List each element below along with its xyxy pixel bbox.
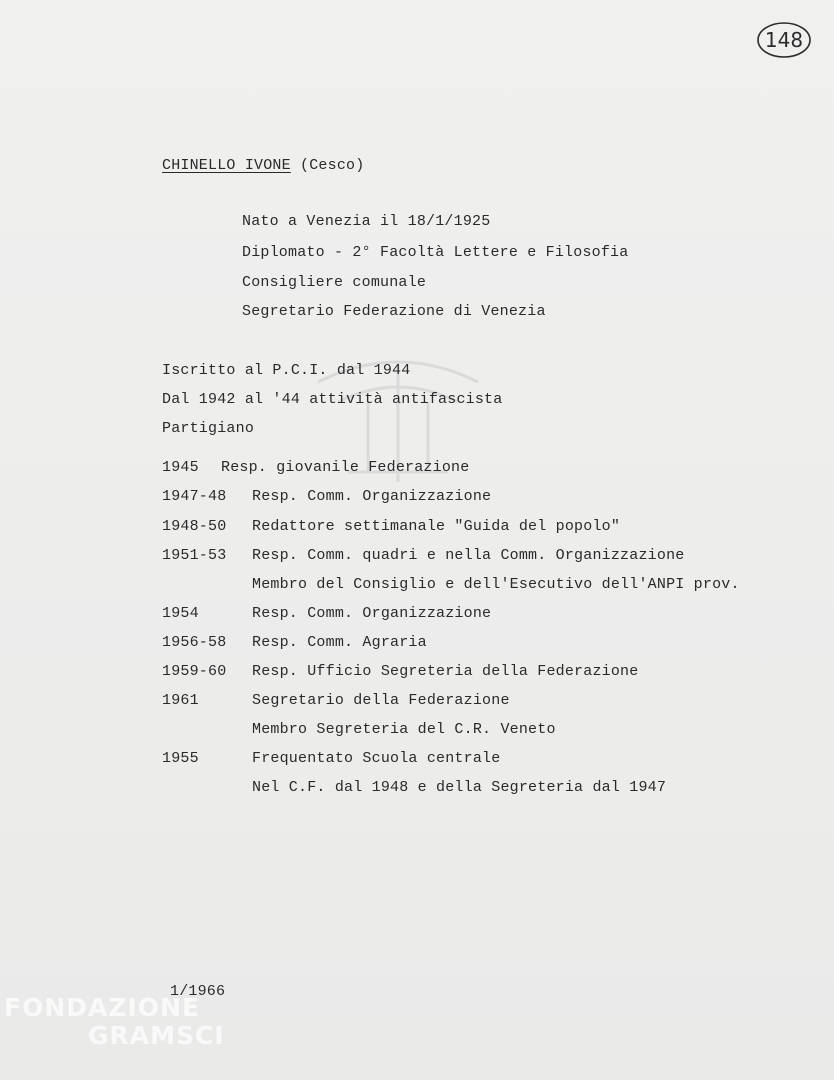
career-year: 1959-60 (162, 663, 227, 680)
personal-line: Consigliere comunale (242, 274, 427, 291)
career-text: Redattore settimanale "Guida del popolo" (252, 518, 621, 535)
logo-line-1: FONDAZIONE (4, 993, 201, 1022)
circle-icon (756, 20, 812, 60)
career-year: 1947-48 (162, 488, 227, 505)
career-text: Nel C.F. dal 1948 e della Segreteria dal 1947 (252, 779, 667, 796)
personal-line: Diplomato - 2° Facoltà Lettere e Filosofia (242, 244, 629, 261)
document-title (162, 157, 364, 175)
page-number-stamp (756, 20, 812, 60)
career-text: Resp. Comm. Organizzazione (252, 605, 492, 622)
career-text: Resp. Comm. quadri e nella Comm. Organizzazione (252, 547, 685, 564)
career-text: Resp. giovanile Federazione (221, 459, 470, 476)
personal-line: Segretario Federazione di Venezia (242, 303, 546, 320)
person-alias: (Cesco) (300, 157, 365, 174)
career-text: Resp. Comm. Agraria (252, 634, 427, 651)
career-text: Frequentato Scuola centrale (252, 750, 501, 767)
career-year: 1945 (162, 459, 199, 476)
career-text: Membro del Consiglio e dell'Esecutivo dell'ANPI prov. (252, 576, 740, 593)
summary-line: Iscritto al P.C.I. dal 1944 (162, 362, 411, 379)
career-text: Resp. Ufficio Segreteria della Federazione (252, 663, 639, 680)
personal-line: Nato a Venezia il 18/1/1925 (242, 213, 491, 230)
career-text: Segretario della Federazione (252, 692, 510, 709)
career-year: 1956-58 (162, 634, 227, 651)
summary-line: Partigiano (162, 420, 255, 437)
career-text: Resp. Comm. Organizzazione (252, 488, 492, 505)
summary-line: Dal 1942 al '44 attività antifascista (162, 391, 503, 408)
person-name: CHINELLO IVONE (162, 157, 291, 174)
career-year: 1955 (162, 750, 199, 767)
logo-line-2: GRAMSCI (88, 1021, 225, 1050)
fondazione-gramsci-logo (0, 985, 230, 1075)
page-number-text: 148 (764, 28, 804, 52)
career-year: 1951-53 (162, 547, 227, 564)
footer-date: 1/1966 (170, 983, 226, 1000)
career-year: 1954 (162, 605, 199, 622)
career-year: 1948-50 (162, 518, 227, 535)
career-text: Membro Segreteria del C.R. Veneto (252, 721, 556, 738)
career-year: 1961 (162, 692, 199, 709)
